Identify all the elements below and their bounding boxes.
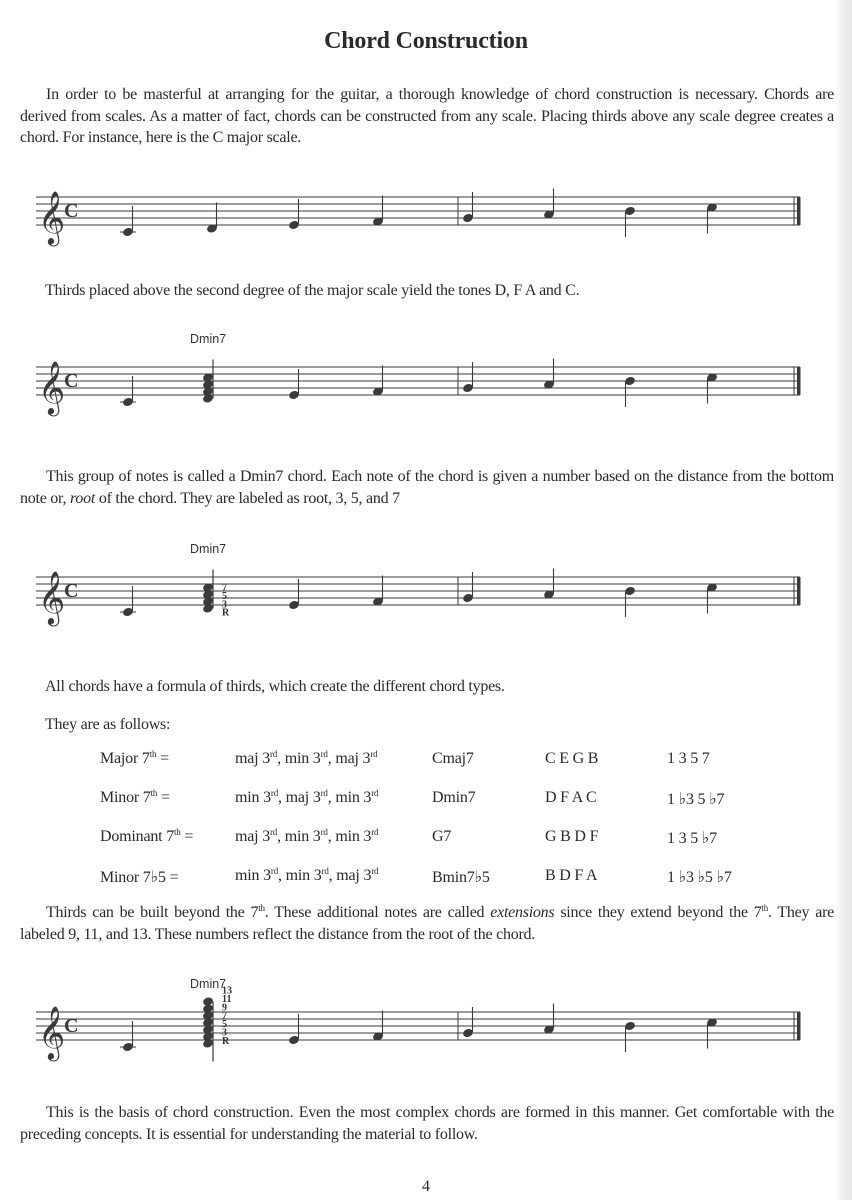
staff-1-svg: [0, 178, 852, 268]
table-row: [0, 789, 852, 811]
common-time-icon: C: [64, 580, 79, 602]
chord-name-label: Dmin7: [190, 977, 227, 991]
chord-degrees: 1 ♭3 ♭5 ♭7: [667, 869, 732, 886]
thirds-formula: min 3rd, maj 3rd, min 3rd: [235, 788, 379, 806]
root-italic: root: [69, 489, 96, 507]
treble-clef-icon: 𝄞: [38, 190, 66, 244]
ext-sup-1: th: [258, 903, 265, 913]
staff-dmin7-extensions: [0, 960, 852, 1080]
ext-sup-2: th: [761, 903, 768, 913]
chord-type: Minor 7th =: [100, 788, 170, 806]
staff-c-major-scale: [0, 178, 852, 268]
staff-dmin7-degrees: [0, 540, 852, 650]
final-barline-thick: [797, 367, 801, 395]
table-row: [0, 750, 852, 772]
treble-clef-icon: 𝄞: [38, 1005, 66, 1059]
follows-paragraph: They are as follows:: [45, 716, 171, 733]
chord-notes: B D F A: [545, 867, 598, 884]
treble-clef-icon: 𝄞: [38, 360, 66, 414]
chord-type: Major 7th =: [100, 749, 169, 767]
chord-type: Minor 7♭5 =: [100, 869, 179, 886]
degree-label: R: [222, 1035, 230, 1047]
chord-symbol: Dmin7: [432, 789, 476, 806]
ext-text-a: Thirds can be built beyond the 7: [46, 904, 259, 921]
treble-clef-icon: 𝄞: [38, 570, 66, 624]
ext-text-d: . They are labeled 9, 11, and 13. These numbers reflect the distance from the root of the chord.: [20, 904, 834, 943]
chord-degrees: 1 3 5 7: [667, 750, 710, 767]
degree-label: 3: [222, 1027, 227, 1039]
thirds-formula: maj 3rd, min 3rd, maj 3rd: [235, 749, 378, 767]
degree-label: 9: [222, 1002, 227, 1014]
common-time-icon: C: [64, 200, 79, 222]
chord-notes: G B D F: [545, 828, 599, 845]
chord-notehead: [202, 996, 214, 1007]
chord-symbol: G7: [432, 828, 452, 845]
degree-label: 5: [222, 590, 227, 602]
chord-symbol: Bmin7♭5: [432, 869, 490, 886]
formula-paragraph: All chords have a formula of thirds, which create the different chord types.: [45, 678, 505, 695]
degree-label: 3: [222, 599, 227, 611]
chord-name-label: Dmin7: [190, 332, 227, 346]
staff-dmin7: [0, 330, 852, 430]
ext-text-b: . These additional notes are called: [264, 904, 485, 921]
thirds-formula: min 3rd, min 3rd, maj 3rd: [235, 866, 379, 884]
dmin7-text-b: of the chord. They are labeled as root, 3, 5, and 7: [98, 489, 400, 507]
final-barline-thick: [797, 1012, 801, 1040]
thirds-formula: maj 3rd, min 3rd, min 3rd: [235, 827, 379, 845]
table-row: [0, 828, 852, 850]
common-time-icon: C: [64, 370, 79, 392]
degree-label: 5: [222, 1019, 227, 1031]
page-title: Chord Construction: [324, 28, 528, 54]
table-row: [0, 867, 852, 889]
extensions-italic: extensions: [490, 904, 555, 921]
final-barline-thick: [797, 577, 801, 605]
degree-label: 7: [222, 1010, 227, 1022]
staff-2-svg: [0, 330, 852, 430]
degree-label: R: [222, 607, 230, 619]
common-time-icon: C: [64, 1015, 79, 1037]
degree-label: 13: [222, 985, 232, 997]
extensions-paragraph: [20, 902, 834, 945]
staff-3-svg: [0, 540, 852, 650]
closing-text: This is the basis of chord construction. Even the most complex chords are formed in this manner. Get comfortable with the preceding concepts. It is essential for understanding the material to follow.: [20, 1104, 834, 1143]
chord-symbol: Cmaj7: [432, 750, 474, 767]
intro-text: In order to be masterful at arranging for the guitar, a thorough knowledge of chord construction is necessary. Chords are derived from scales. As a matter of fact, chords can be constructed from any scale. Placing thirds above any scale degree creates a chord. For instance, here is the C major scale.: [20, 86, 834, 146]
chord-name-label: Dmin7: [190, 542, 227, 556]
page-number: 4: [422, 1178, 430, 1195]
chord-degrees: 1 3 5 ♭7: [667, 830, 717, 847]
closing-paragraph: [20, 1102, 834, 1145]
thirds-paragraph: Thirds placed above the second degree of the major scale yield the tones D, F A and C.: [45, 282, 580, 299]
final-barline-thick: [797, 197, 801, 225]
chord-notes: D F A C: [545, 789, 597, 806]
degree-label: 7: [222, 582, 227, 594]
intro-paragraph: [20, 84, 834, 149]
chord-degrees: 1 ♭3 5 ♭7: [667, 791, 725, 808]
dmin7-text-a: This group of notes is called a Dmin7 chord. Each note of the chord is given a number based on the distance from the bottom note or,: [20, 468, 834, 507]
degree-label: 11: [222, 993, 232, 1005]
ext-text-c: since they extend beyond the 7: [560, 904, 762, 921]
chord-type: Dominant 7th =: [100, 827, 194, 845]
chord-notes: C E G B: [545, 750, 599, 767]
dmin7-paragraph: [20, 466, 834, 509]
staff-4-svg: [0, 960, 852, 1080]
